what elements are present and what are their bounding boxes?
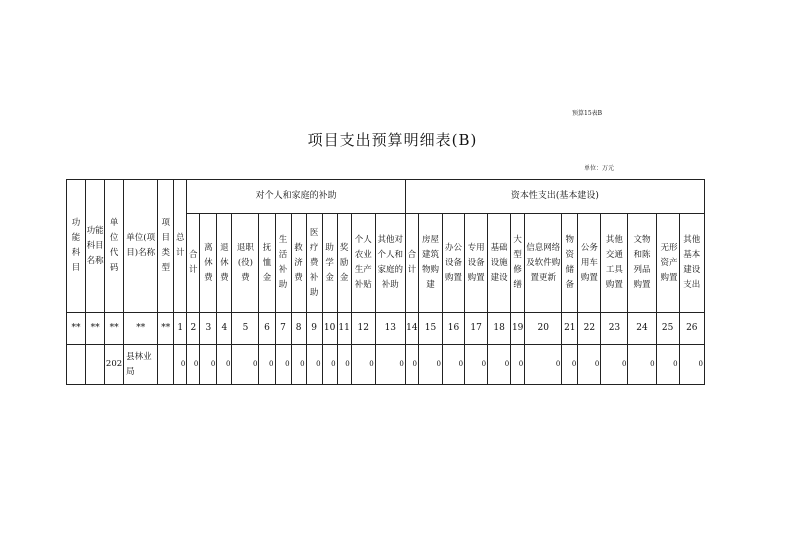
col-header: 其他对个人和家庭的补助 (375, 214, 405, 313)
index-cell: 15 (418, 313, 442, 345)
col-header: 公务用车购置 (578, 214, 601, 313)
value-cell: 0 (418, 345, 442, 385)
index-cell: 1 (174, 313, 187, 345)
col-header: 总计 (174, 180, 187, 313)
col-header: 专用设备购置 (465, 214, 488, 313)
col-header: 奖励金 (337, 214, 351, 313)
col-header: 离休费 (200, 214, 217, 313)
value-cell: 0 (578, 345, 601, 385)
index-cell: 20 (525, 313, 562, 345)
value-cell: 0 (488, 345, 511, 385)
index-cell: 18 (488, 313, 511, 345)
value-cell: 0 (174, 345, 187, 385)
value-cell: 0 (679, 345, 704, 385)
index-cell: ** (105, 313, 124, 345)
value-cell: 0 (656, 345, 679, 385)
project-type-cell (158, 345, 174, 385)
col-header: 退职(役)费 (232, 214, 259, 313)
index-cell: 3 (200, 313, 217, 345)
index-cell: 16 (442, 313, 464, 345)
value-cell: 0 (306, 345, 322, 385)
func-code-cell (67, 345, 86, 385)
index-cell: 23 (601, 313, 628, 345)
index-cell: ** (158, 313, 174, 345)
index-cell: 14 (405, 313, 418, 345)
form-number: 预算15表B (572, 110, 603, 117)
value-cell: 0 (628, 345, 656, 385)
value-cell: 0 (601, 345, 628, 385)
col-header: 抚恤金 (259, 214, 275, 313)
value-cell: 0 (275, 345, 291, 385)
unit-name-cell: 县林业局 (124, 345, 158, 385)
index-cell: 26 (679, 313, 704, 345)
col-header: 单位代码 (105, 180, 124, 313)
col-header: 合计 (405, 214, 418, 313)
index-cell: 6 (259, 313, 275, 345)
index-cell: ** (67, 313, 86, 345)
table-row (67, 345, 705, 385)
index-cell: 7 (275, 313, 291, 345)
col-header: 房屋建筑物购建 (418, 214, 442, 313)
index-cell: 9 (306, 313, 322, 345)
col-header: 功能科目 (67, 180, 86, 313)
index-cell: 24 (628, 313, 656, 345)
func-name-cell (86, 345, 105, 385)
col-header: 退休费 (217, 214, 232, 313)
value-cell: 0 (291, 345, 306, 385)
value-cell: 0 (465, 345, 488, 385)
col-header: 办公设备购置 (442, 214, 464, 313)
col-header: 助学金 (322, 214, 337, 313)
col-header: 个人农业生产补贴 (351, 214, 375, 313)
value-cell: 0 (351, 345, 375, 385)
index-row (67, 313, 705, 345)
index-cell: 13 (375, 313, 405, 345)
value-cell: 0 (442, 345, 464, 385)
col-header: 生活补助 (275, 214, 291, 313)
value-cell: 0 (337, 345, 351, 385)
unit-code-cell: 202 (105, 345, 124, 385)
col-header: 合计 (187, 214, 200, 313)
value-cell: 0 (375, 345, 405, 385)
value-cell: 0 (511, 345, 525, 385)
col-header: 功能科目名称 (86, 180, 105, 313)
index-cell: 21 (562, 313, 578, 345)
index-cell: 19 (511, 313, 525, 345)
index-cell: 25 (656, 313, 679, 345)
col-header: 无形资产购置 (656, 214, 679, 313)
col-header: 基础设施建设 (488, 214, 511, 313)
value-cell: 0 (322, 345, 337, 385)
index-cell: 5 (232, 313, 259, 345)
value-cell: 0 (525, 345, 562, 385)
value-cell: 0 (259, 345, 275, 385)
index-cell: 11 (337, 313, 351, 345)
group-header-row (67, 180, 705, 214)
group-header-capital: 资本性支出(基本建设) (405, 180, 704, 214)
unit-label: 单位：万元 (584, 165, 615, 172)
col-header: 其他交通工具购置 (601, 214, 628, 313)
col-header: 项目类型 (158, 180, 174, 313)
col-header: 文物和陈列品购置 (628, 214, 656, 313)
value-cell: 0 (562, 345, 578, 385)
col-header: 大型修缮 (511, 214, 525, 313)
index-cell: 4 (217, 313, 232, 345)
index-cell: ** (124, 313, 158, 345)
col-header: 信息网络及软件购置更新 (525, 214, 562, 313)
col-header: 其他基本建设支出 (679, 214, 704, 313)
group-header-personal: 对个人和家庭的补助 (187, 180, 406, 214)
budget-table (66, 179, 705, 385)
value-cell: 0 (232, 345, 259, 385)
index-cell: 12 (351, 313, 375, 345)
index-cell: 8 (291, 313, 306, 345)
value-cell: 0 (187, 345, 200, 385)
value-cell: 0 (405, 345, 418, 385)
col-header: 医疗费补助 (306, 214, 322, 313)
index-cell: 17 (465, 313, 488, 345)
value-cell: 0 (200, 345, 217, 385)
col-header: 救济费 (291, 214, 306, 313)
col-header: 单位(项目)名称 (124, 180, 158, 313)
index-cell: 10 (322, 313, 337, 345)
index-cell: ** (86, 313, 105, 345)
col-header: 物资储备 (562, 214, 578, 313)
value-cell: 0 (217, 345, 232, 385)
index-cell: 2 (187, 313, 200, 345)
page-title: 项目支出预算明细表(B) (307, 131, 478, 149)
index-cell: 22 (578, 313, 601, 345)
